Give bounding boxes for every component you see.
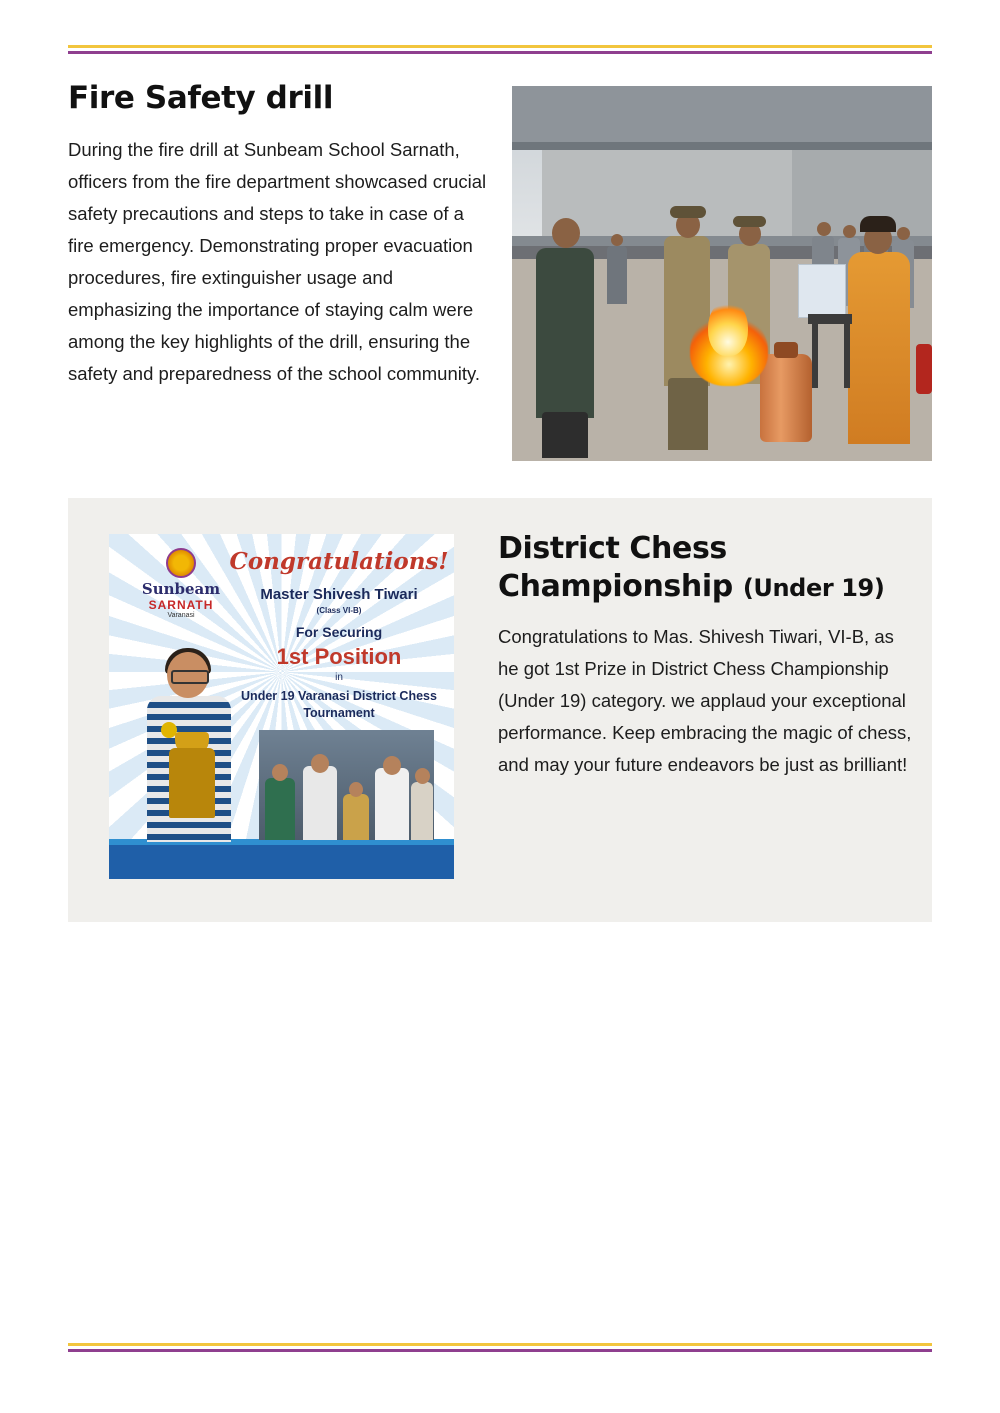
fire-safety-title: Fire Safety drill [68, 80, 334, 116]
divider-line-yellow-bottom [68, 1343, 932, 1346]
sunbeam-emblem-icon [166, 548, 196, 578]
poster-tournament-name: Under 19 Varanasi District Chess Tournament [241, 689, 437, 720]
poster-for-securing-label: For Securing [295, 624, 383, 640]
chess-title-suffix: (Under 19) [742, 574, 885, 602]
chess-section-title [498, 530, 918, 607]
fire-safety-body: During the fire drill at Sunbeam School Sarnath, officers from the fire department showcased crucial safety precautions and steps to take in case of a fire emergency. Demonstrating proper evacuation procedures, fire extinguisher usage and emphasizing the importance of staying calm were among the key highlights of the drill, ensuring the safety and preparedness of the school community. [68, 139, 487, 384]
logo-branch-name: SARNATH [148, 598, 214, 612]
top-divider [68, 45, 932, 57]
chess-championship-section [68, 498, 932, 922]
divider-line-yellow [68, 45, 932, 48]
fire-safety-text-block [68, 80, 488, 390]
poster-bottom-bar [109, 845, 454, 879]
chess-congratulations-poster [109, 534, 454, 879]
poster-in-label: in [335, 672, 343, 683]
poster-position: 1st Position [276, 644, 402, 669]
fire-drill-photo [512, 86, 932, 461]
logo-school-name: Sunbeam [141, 580, 221, 598]
poster-student-name: Master Shivesh Tiwari [260, 586, 418, 603]
bottom-divider [68, 1343, 932, 1355]
chess-text-block [498, 530, 918, 781]
poster-award-ceremony-photo [259, 730, 434, 840]
poster-student-class: (Class VI-B) [316, 606, 362, 615]
poster-congratulations-heading: Congratulations! [229, 548, 449, 575]
fire-safety-section [68, 80, 932, 470]
chess-section-body: Congratulations to Mas. Shivesh Tiwari, VI-B, as he got 1st Prize in District Chess Championship (Under 19) category. we applaud your exceptional performance. Keep embracing the magic of chess, and may your future endeavors be just as brilliant! [498, 626, 912, 775]
poster-student-photo [127, 652, 247, 842]
logo-city-name: Varanasi [167, 612, 195, 619]
divider-line-purple-bottom [68, 1349, 932, 1352]
school-logo [131, 548, 231, 619]
chess-title-main: District Chess Championship [498, 531, 733, 604]
divider-line-purple [68, 51, 932, 54]
